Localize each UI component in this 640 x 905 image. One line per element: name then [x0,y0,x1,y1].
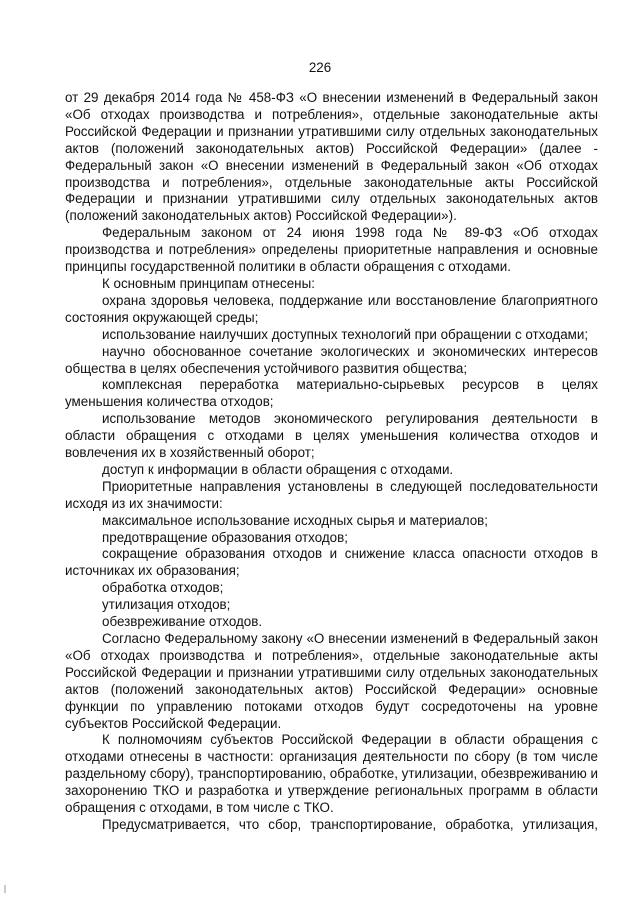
paragraph-principles-heading: К основным принципам отнесены: [102,275,315,291]
priority-item: максимальное использование исходных сырья и материалов; [102,512,488,528]
paragraph-regional-powers: К полномочиям субъектов Российской Федерации в области обращения с отходами отнесены в частности: организация деятельности по сбору (в том числе раздельному сбору), транспортированию, обработке, утилизации, обезвреживанию и захоронению ТКО и разработка и утверждение региональных программ в области обращения с отходами, в том числе с ТКО. [65,732,598,816]
paragraph-continues-next-page: Предусматривается, что сбор, транспортирование, обработка, утилизация, [102,816,598,832]
priority-item: обработка отходов; [102,580,224,596]
principle-item: комплексная переработка материально-сырьевых ресурсов в целях уменьшения количества отходов; [65,377,598,410]
document-body [65,90,598,834]
principle-item: использование наилучших доступных технологий при обращении с отходами; [102,326,589,342]
principle-item: доступ к информации в области обращения с отходами. [102,461,454,477]
priority-item: предотвращение образования отходов; [102,529,348,545]
paragraph-law-458-reference: от 29 декабря 2014 года № 458-ФЗ «О внесении изменений в Федеральный закон «Об отходах производства и потребления», отдельные законодательные акты Российской Федерации и признании утратившими силу отдельных законодательных актов (положений законодательных актов) Российской Федерации» (далее - Федеральный закон «О внесении изменений в Федеральный закон «Об отходах производства и потребления», отдельные законодательные акты Российской Федерации и признании утратившими силу отдельных законодательных актов (положений законодательных актов) Российской Федерации»). [65,90,598,224]
scan-edge-mark [4,885,6,893]
priority-item: утилизация отходов; [102,597,231,613]
paragraph-law-89-priorities: Федеральным законом от 24 июня 1998 года № 89-ФЗ «Об отходах производства и потребления» определены приоритетные направления и основные принципы государственной политики в области обращения с отходами. [65,225,598,275]
principle-item: использование методов экономического регулирования деятельности в области обращения с отходами в целях уменьшения количества отходов и вовлечения их в хозяйственный оборот; [65,411,598,461]
priority-item: обезвреживание отходов. [102,614,263,630]
page-number: 226 [308,60,332,75]
paragraph-regional-management: Согласно Федеральному закону «О внесении изменений в Федеральный закон «Об отходах производства и потребления», отдельные законодательные акты Российской Федерации и признании утратившими силу отдельных законодательных актов (положений законодательных актов) Российской Федерации» основные функции по управлению потоками отходов будут сосредоточены на уровне субъектов Российской Федерации. [65,631,598,731]
principle-item: научно обоснованное сочетание экологических и экономических интересов общества в целях обеспечения устойчивого развития общества; [65,343,598,376]
paragraph-priority-directions-heading: Приоритетные направления установлены в следующей последовательности исходя из их значимости: [65,478,598,511]
priority-item: сокращение образования отходов и снижение класса опасности отходов в источниках их образования; [65,546,598,579]
principle-item: охрана здоровья человека, поддержание или восстановление благоприятного состояния окружающей среды; [65,292,598,325]
